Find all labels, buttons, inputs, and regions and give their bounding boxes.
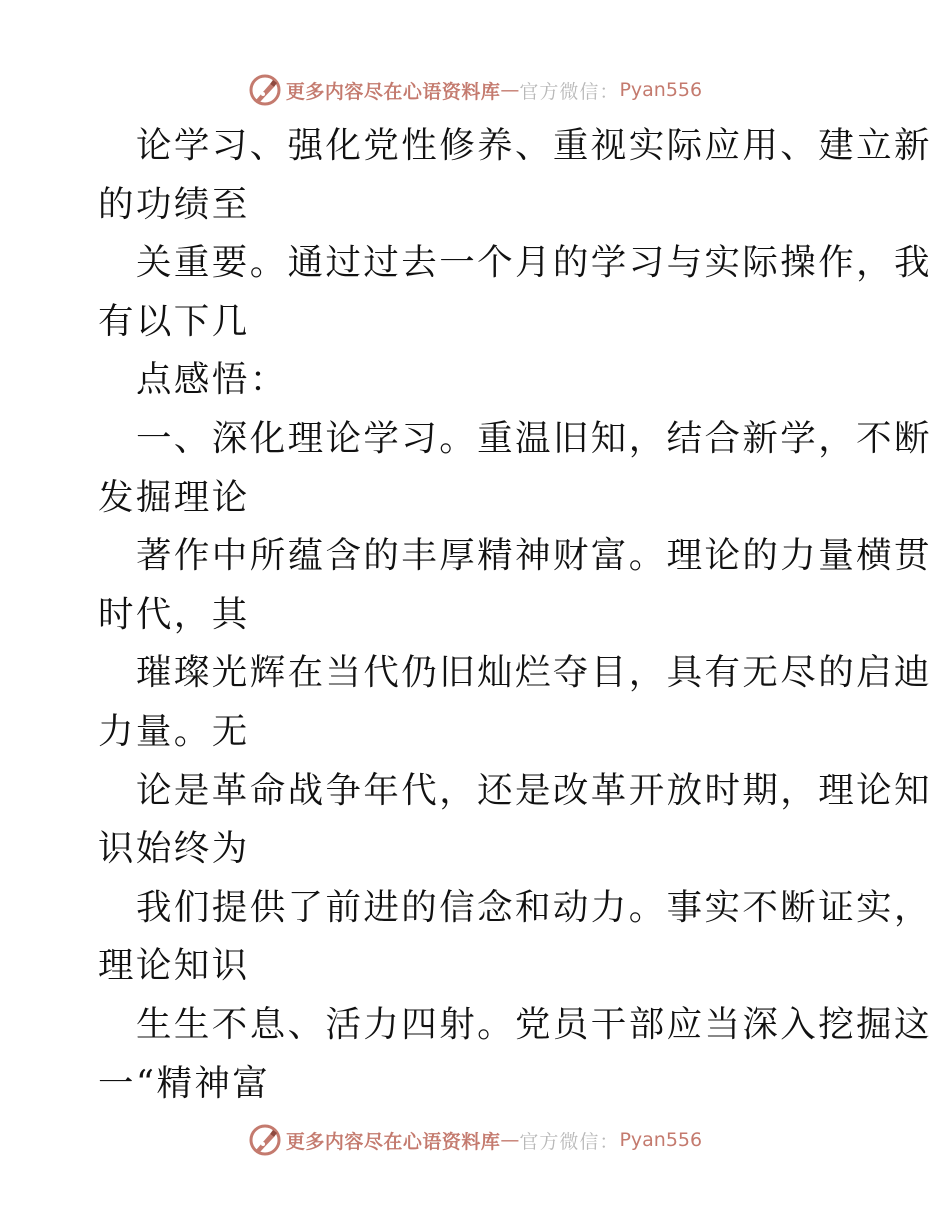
- text-line: 一、深化理论学习。重温旧知，结合新学，不断: [136, 417, 932, 459]
- text-line: 有以下几: [98, 300, 250, 342]
- watermark-official-label: 官方微信：: [519, 1130, 620, 1153]
- pen-logo-icon: [248, 73, 282, 107]
- text-line: 关重要。通过过去一个月的学习与实际操作，我: [136, 242, 932, 284]
- watermark-dash: —: [500, 79, 520, 101]
- document-body: [98, 117, 932, 1113]
- text-line: 理论知识: [98, 945, 250, 987]
- text-line: 力量。无: [98, 710, 250, 752]
- watermark-wechat-id: Pyan556: [619, 79, 703, 101]
- text-line: 我们提供了前进的信念和动力。事实不断证实，: [136, 886, 932, 928]
- text-line: 识始终为: [98, 828, 250, 870]
- watermark-main-text: 更多内容尽在心语资料库: [285, 80, 501, 103]
- text-line: 著作中所蕴含的丰厚精神财富。理论的力量横贯: [136, 535, 932, 577]
- text-line: 一“精神富: [98, 1062, 271, 1104]
- header-watermark: [0, 70, 950, 110]
- text-line: 时代，其: [98, 593, 250, 635]
- text-line: 发掘理论: [98, 476, 250, 518]
- text-line: 璀璨光辉在当代仍旧灿烂夺目，具有无尽的启迪: [136, 652, 932, 694]
- watermark-official-label: 官方微信：: [519, 80, 620, 103]
- text-line: 生生不息、活力四射。党员干部应当深入挖掘这: [136, 1003, 932, 1045]
- text-line: 论学习、强化党性修养、重视实际应用、建立新: [136, 125, 932, 166]
- pen-logo-icon: [248, 1123, 282, 1157]
- watermark-wechat-id: Pyan556: [619, 1129, 703, 1151]
- watermark-main-text: 更多内容尽在心语资料库: [285, 1130, 501, 1153]
- footer-watermark: [0, 1120, 950, 1160]
- text-line: 论是革命战争年代，还是改革开放时期，理论知: [136, 769, 932, 811]
- watermark-dash: —: [500, 1129, 520, 1151]
- text-line: 点感悟：: [136, 359, 288, 401]
- text-line: 的功绩至: [98, 183, 250, 225]
